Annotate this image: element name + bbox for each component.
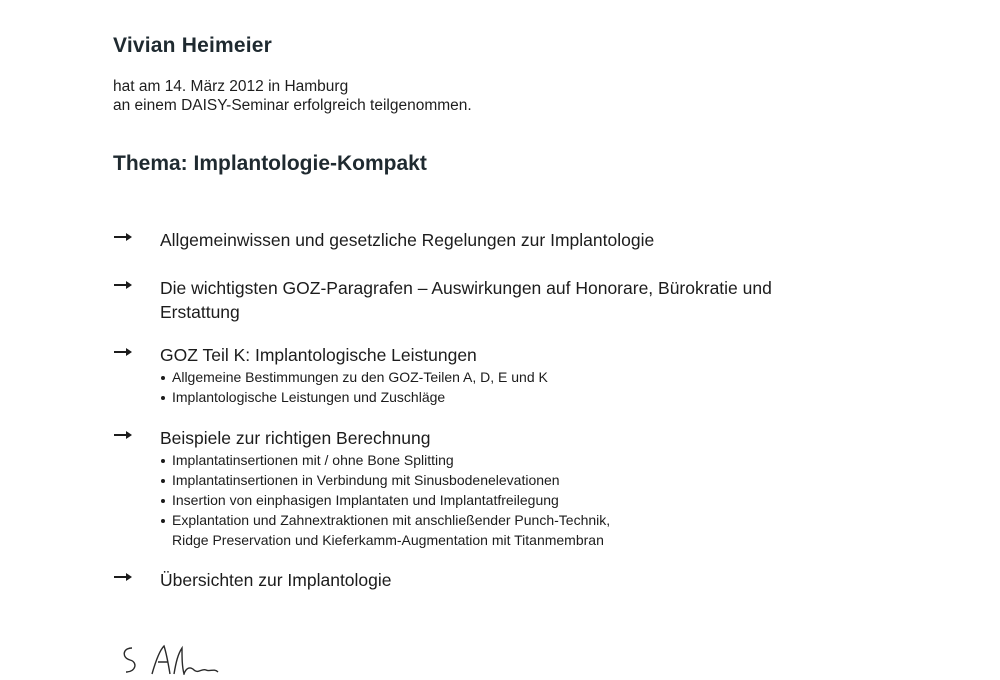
right-arrow-icon [113, 343, 133, 363]
intro-line-participation: an einem DAISY-Seminar erfolgreich teilgenommen. [113, 97, 472, 114]
list-item: Implantologische Leistungen und Zuschläge [160, 387, 873, 407]
bullet-dot-icon [161, 376, 165, 380]
handwritten-signature [118, 640, 258, 680]
topic-title: Die wichtigsten GOZ-Paragrafen – Auswirkungen auf Honorare, Bürokratie und Erstattung [160, 278, 772, 322]
list-item: Explantation und Zahnextraktionen mit anschließender Punch-Technik, [160, 510, 873, 530]
bullet-dot-icon [161, 519, 165, 523]
topic-title: Übersichten zur Implantologie [160, 570, 392, 590]
right-arrow-icon [113, 568, 133, 588]
topic-item [113, 228, 873, 252]
list-item-continuation: Ridge Preservation und Kieferkamm-Augmentation mit Titanmembran [172, 532, 604, 548]
theme-title: Thema: Implantologie-Kompakt [113, 152, 427, 175]
topic-title: Allgemeinwissen und gesetzliche Regelungen zur Implantologie [160, 230, 655, 250]
topics-list [113, 228, 873, 592]
topic-item [113, 426, 873, 550]
list-item: Allgemeine Bestimmungen zu den GOZ-Teilen A, D, E und K [160, 367, 873, 387]
intro-text [113, 77, 472, 115]
bullet-dot-icon [161, 459, 165, 463]
bullet-dot-icon [161, 499, 165, 503]
bullet-dot-icon [161, 396, 165, 400]
topic-item [113, 343, 873, 407]
topic-item [113, 276, 840, 324]
right-arrow-icon [113, 276, 133, 296]
topic-title: Beispiele zur richtigen Berechnung [160, 428, 431, 448]
list-item: Implantatinsertionen mit / ohne Bone Splitting [160, 450, 873, 470]
right-arrow-icon [113, 426, 133, 446]
list-item: Insertion von einphasigen Implantaten und Implantatfreilegung [160, 490, 873, 510]
intro-line-date-place: hat am 14. März 2012 in Hamburg [113, 78, 349, 95]
list-item: Implantatinsertionen in Verbindung mit Sinusbodenelevationen [160, 470, 873, 490]
recipient-name: Vivian Heimeier [113, 34, 273, 57]
subitem-list [160, 450, 873, 550]
subitem-list [160, 367, 873, 407]
topic-item [113, 568, 873, 592]
bullet-dot-icon [161, 479, 165, 483]
right-arrow-icon [113, 228, 133, 248]
topic-title: GOZ Teil K: Implantologische Leistungen [160, 345, 477, 365]
